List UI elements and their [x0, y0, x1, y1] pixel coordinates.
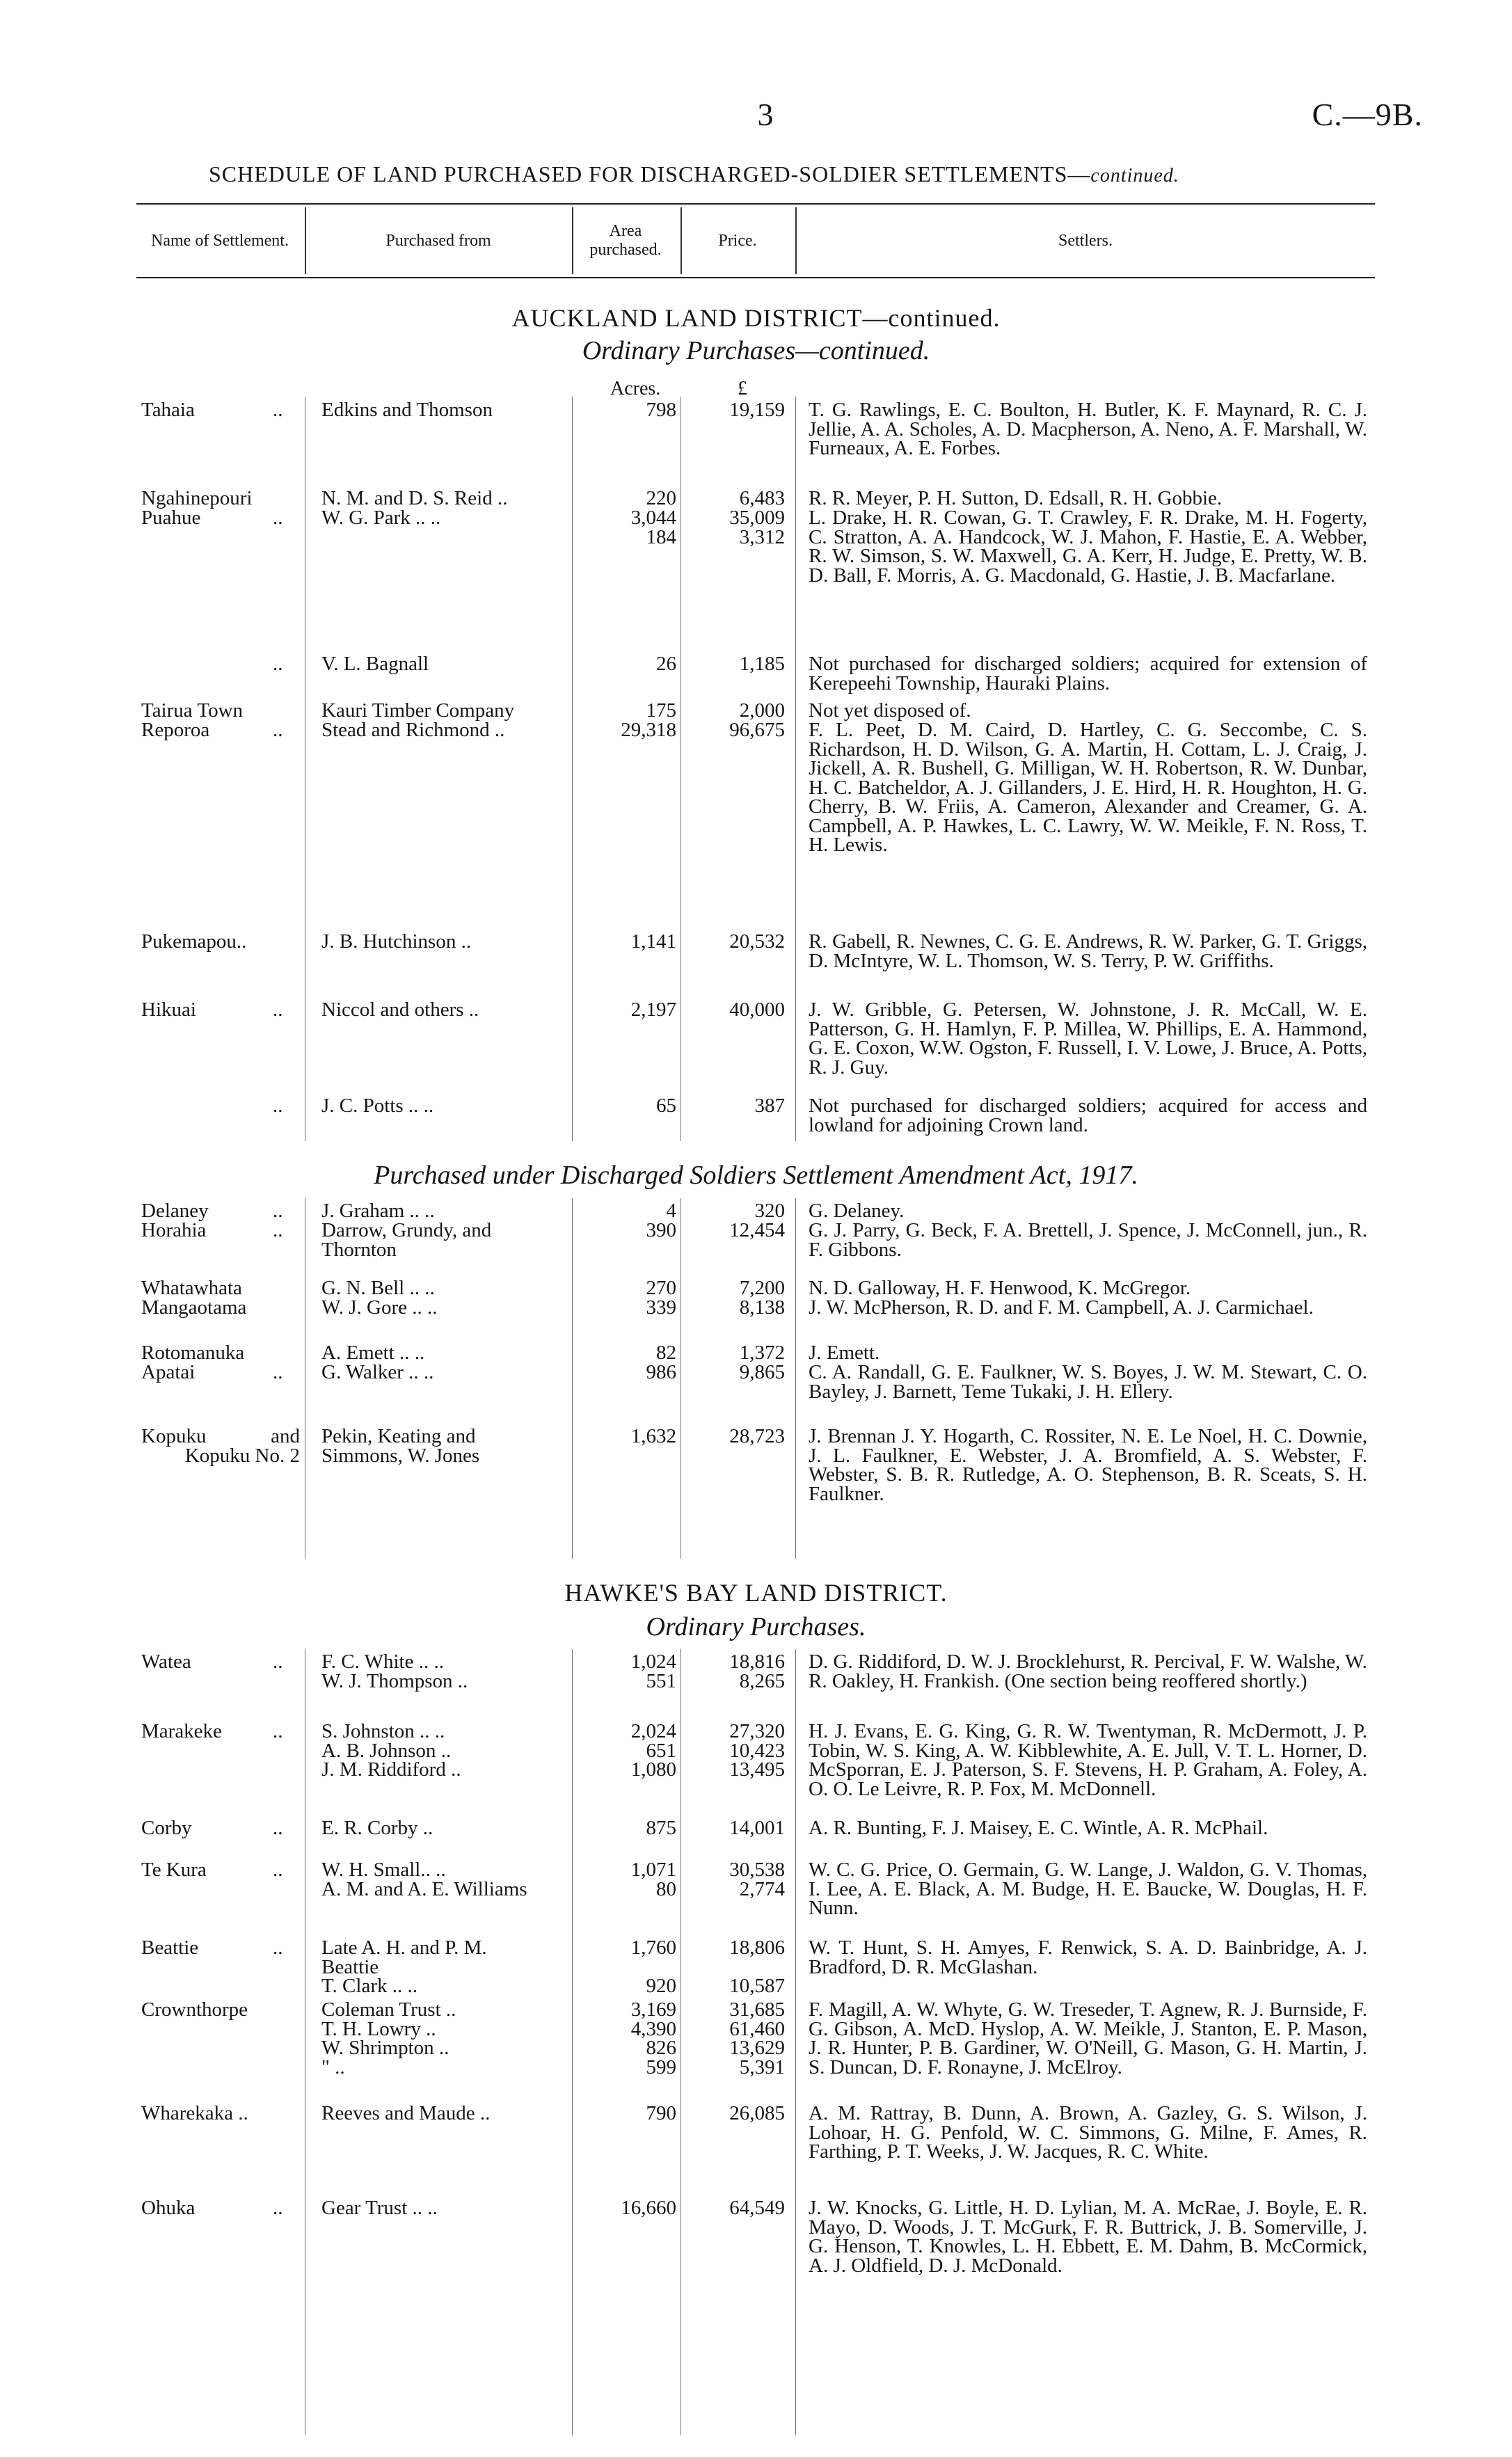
area-acres: 1,024 — [630, 1651, 676, 1673]
column-rule — [795, 397, 796, 1141]
purchased-from: F. C. White .. .. — [321, 1651, 444, 1673]
price-pounds: 1,185 — [739, 653, 785, 675]
purchased-from: J. Graham .. .. — [321, 1200, 435, 1222]
price-pounds: 18,816 — [729, 1651, 785, 1673]
area-acres: 4,390 — [630, 2017, 676, 2040]
purchased-from: Late A. H. and P. M. — [321, 1937, 487, 1959]
price-pounds: 6,483 — [739, 487, 785, 509]
settlers-list: Not purchased for discharged soldiers; acquired for extension of Kerepeehi Township, Hauraki Plains. — [809, 653, 1367, 694]
settlers-list: A. R. Bunting, F. J. Maisey, E. C. Wintle, A. R. McPhail. — [809, 1817, 1268, 1839]
purchased-from: N. M. and D. S. Reid .. — [321, 487, 508, 509]
purchased-from: Simmons, W. Jones — [321, 1444, 480, 1467]
area-acres: 826 — [646, 2037, 676, 2059]
settlers-list: T. G. Rawlings, E. C. Boulton, H. Butler, K. F. Maynard, R. C. J. Jellie, A. A. Scholes, A. D. Macpherson, A. Neno, A. F. Marshall, W. Furneaux, A. E. Forbes. — [809, 399, 1367, 459]
settlement-name: Delaney — [141, 1200, 209, 1222]
settlement-name: Marakeke — [141, 1720, 222, 1742]
settlers-list: C. A. Randall, G. E. Faulkner, W. S. Boyes, J. W. M. Stewart, C. O. Bayley, J. Barnett, Teme Tukaki, J. H. Ellery. — [809, 1361, 1367, 1403]
auckland-district-title: AUCKLAND LAND DISTRICT—continued. — [511, 304, 1001, 332]
name-leader-dots: .. — [273, 1817, 283, 1839]
units-pounds: £ — [738, 378, 747, 399]
area-acres: 82 — [656, 1342, 676, 1364]
area-acres: 1,760 — [630, 1937, 676, 1959]
price-pounds: 3,312 — [739, 525, 785, 548]
settlement-name: Beattie — [141, 1937, 199, 1959]
settlers-list: A. M. Rattray, B. Dunn, A. Brown, A. Gazley, G. S. Wilson, J. Lohoar, H. G. Penfold, W. C. Simmons, G. Milne, F. Ames, R. Farthing, P. T. Weeks, J. W. Jacques, R. C. White. — [809, 2102, 1367, 2163]
price-pounds: 8,265 — [739, 1669, 785, 1692]
name-leader-dots: .. — [273, 1859, 283, 1881]
settlers-list: N. D. Galloway, H. F. Henwood, K. McGregor. — [809, 1277, 1191, 1299]
name-leader-dots: .. — [273, 399, 283, 421]
purchased-from: E. R. Corby .. — [321, 1817, 433, 1839]
settlement-name: Tahaia — [141, 399, 195, 421]
settlement-name: Horahia — [141, 1219, 207, 1241]
area-acres: 1,071 — [630, 1859, 676, 1881]
settlement-name: Puahue — [141, 507, 201, 529]
col-header-settlers: Settlers. — [1058, 231, 1113, 250]
area-acres: 3,044 — [630, 507, 676, 529]
header-top-rule — [136, 203, 1375, 205]
col-divider — [572, 207, 573, 274]
col-divider — [305, 207, 306, 274]
auckland-ordinary-title: Ordinary Purchases—continued. — [582, 336, 930, 365]
price-pounds: 2,774 — [739, 1877, 785, 1900]
area-acres: 4 — [666, 1200, 676, 1222]
area-acres: 29,318 — [621, 719, 676, 741]
header-bottom-rule — [136, 277, 1375, 278]
settlers-list: L. Drake, H. R. Cowan, G. T. Crawley, F. R. Drake, M. H. Fogerty, C. Stratton, A. A. Handcock, W. J. Mahon, F. Hastie, E. A. Webber, R. W. Simson, S. W. Maxwell, G. A. Kerr, H. Judge, E. Pretty, W. B. D. Ball, F. Morris, A. G. Macdonald, G. Hastie, J. B. Macfarlane. — [809, 507, 1367, 587]
area-acres: 790 — [646, 2102, 676, 2124]
price-pounds: 14,001 — [729, 1817, 785, 1839]
settlers-list: F. L. Peet, D. M. Caird, D. Hartley, C. G. Seccombe, C. S. Richardson, H. D. Wilson, G. A. Martin, H. Cottam, L. J. Craig, J. Jickell, A. R. Bushell, G. Milligan, W. H. Robertson, R. W. Dunbar, H. C. Batcheldor, A. J. Gillanders, J. E. Hird, H. R. Houghton, H. G. Cherry, B. W. Friis, A. Cameron, Alexander and Creamer, G. A. Campbell, A. P. Hawkes, L. C. Lawry, W. W. Meikle, F. N. Ross, T. H. Lewis. — [809, 719, 1367, 856]
purchased-from: T. Clark .. .. — [321, 1975, 417, 1997]
settlement-name: Tairua Town — [141, 699, 244, 722]
purchased-from: Coleman Trust .. — [321, 1998, 456, 2021]
settlers-list: D. G. Riddiford, D. W. J. Brocklehurst, R. Percival, F. W. Walshe, W. R. Oakley, H. Frankish. (One section being reoffered shortly.) — [809, 1651, 1367, 1692]
area-acres: 651 — [646, 1739, 676, 1762]
price-pounds: 28,723 — [729, 1425, 785, 1447]
purchased-from: J. M. Riddiford .. — [321, 1758, 461, 1781]
settlers-list: J. Brennan J. Y. Hogarth, C. Rossiter, N. E. Le Noel, H. C. Downie, J. L. Faulkner, E. Webster, J. A. Bromfield, A. S. Webster, F. Webster, S. B. R. Rutledge, A. O. Stephenson, B. R. Sceats, S. H. Faulkner. — [809, 1425, 1367, 1505]
area-acres: 80 — [656, 1877, 676, 1900]
settlement-name: Te Kura — [141, 1859, 207, 1881]
settlers-list: Not purchased for discharged soldiers; acquired for access and lowland for adjoining Crown land. — [809, 1095, 1367, 1136]
purchased-from: A. B. Johnson .. — [321, 1739, 452, 1762]
column-rule — [795, 1649, 796, 2435]
name-leader-dots: .. — [273, 1200, 283, 1222]
settlers-list: R. Gabell, R. Newnes, C. G. E. Andrews, R. W. Parker, G. T. Griggs, D. McIntyre, W. L. Thomson, W. S. Terry, P. W. Griffiths. — [809, 930, 1367, 972]
area-acres: 1,141 — [630, 930, 676, 953]
area-acres: 390 — [646, 1219, 676, 1241]
area-acres: 2,024 — [630, 1720, 676, 1742]
area-acres: 175 — [646, 699, 676, 722]
settlers-list: J. Emett. — [809, 1342, 880, 1364]
area-acres: 1,632 — [630, 1425, 676, 1447]
col-divider — [681, 207, 682, 274]
purchased-from: W. J. Thompson .. — [321, 1669, 468, 1692]
name-leader-dots: .. — [273, 1361, 283, 1383]
column-rule — [795, 1198, 796, 1559]
price-pounds: 30,538 — [729, 1859, 785, 1881]
purchased-from: Beattie — [321, 1955, 379, 1978]
price-pounds: 5,391 — [739, 2056, 785, 2078]
schedule-title-continued: continued. — [1090, 165, 1179, 186]
price-pounds: 8,138 — [739, 1296, 785, 1319]
purchased-from: Gear Trust .. .. — [321, 2197, 438, 2219]
area-acres: 986 — [646, 1361, 676, 1383]
settlement-name: Corby — [141, 1817, 192, 1839]
col-header-area: Area purchased. — [589, 222, 662, 259]
settlers-list: F. Magill, A. W. Whyte, G. W. Treseder, T. Agnew, R. J. Burnside, F. G. Gibson, A. McD. Hyslop, A. W. Meikle, J. Stanton, E. P. Mason, J. R. Hunter, P. B. Gardiner, W. O'Neill, G. Mason, G. H. Martin, J. S. Duncan, D. F. Ronayne, J. McElroy. — [809, 1998, 1367, 2078]
purchased-from: Thornton — [321, 1238, 397, 1261]
purchased-from: Kauri Timber Company — [321, 699, 515, 722]
area-acres: 875 — [646, 1817, 676, 1839]
settlers-list: Not yet disposed of. — [809, 699, 971, 722]
purchased-from: G. N. Bell .. .. — [321, 1277, 435, 1299]
amendment-title: Purchased under Discharged Soldiers Settlement Amendment Act, 1917. — [374, 1161, 1138, 1190]
hawkes-bay-district-title: HAWKE'S BAY LAND DISTRICT. — [564, 1579, 948, 1607]
purchased-from: Reeves and Maude .. — [321, 2102, 491, 2124]
name-leader-dots: .. — [273, 1651, 283, 1673]
settlers-list: J. W. Knocks, G. Little, H. D. Lylian, M. A. McRae, J. Boyle, E. R. Mayo, D. Woods, J. T. McGurk, F. R. Buttrick, J. B. Somerville, J. G. Henson, T. Knowles, L. H. Ebbett, E. M. Dahm, B. McCormick, A. J. Oldfield, D. J. McDonald. — [809, 2197, 1367, 2277]
name-leader-dots: .. — [273, 507, 283, 529]
settlers-list: W. C. G. Price, O. Germain, G. W. Lange, J. Waldon, G. V. Thomas, I. Lee, A. E. Black, A. M. Budge, H. E. Baucke, W. Douglas, H. F. Nunn. — [809, 1859, 1367, 1919]
settlers-list: R. R. Meyer, P. H. Sutton, D. Edsall, R. H. Gobbie. — [809, 487, 1223, 509]
settlement-name: Crownthorpe — [141, 1998, 248, 2021]
settlers-list: J. W. McPherson, R. D. and F. M. Campbell, A. J. Carmichael. — [809, 1296, 1314, 1319]
area-acres: 16,660 — [621, 2197, 676, 2219]
settlement-name: Pukemapou.. — [141, 930, 247, 953]
purchased-from: Edkins and Thomson — [321, 399, 493, 421]
settlers-list: G. J. Parry, G. Beck, F. A. Brettell, J. Spence, J. McConnell, jun., R. F. Gibbons. — [809, 1219, 1367, 1261]
area-acres: 184 — [646, 525, 676, 548]
price-pounds: 2,000 — [739, 699, 785, 722]
area-acres: 551 — [646, 1669, 676, 1692]
settlement-name: Mangaotama — [141, 1296, 247, 1319]
area-acres: 220 — [646, 487, 676, 509]
price-pounds: 26,085 — [729, 2102, 785, 2124]
settlement-name: Wharekaka .. — [141, 2102, 248, 2124]
area-acres: 3,169 — [630, 1998, 676, 2021]
name-leader-dots: .. — [273, 999, 283, 1021]
settlement-name: Ohuka — [141, 2197, 196, 2219]
settlement-name: Reporoa — [141, 719, 210, 741]
settlement-name: Kopuku and Kopuku No. 2 — [141, 1425, 300, 1467]
price-pounds: 320 — [754, 1200, 785, 1222]
price-pounds: 13,495 — [729, 1758, 785, 1781]
area-acres: 270 — [646, 1277, 676, 1299]
settlement-name: Ngahinepouri — [141, 487, 253, 509]
purchased-from: W. G. Park .. .. — [321, 507, 441, 529]
settlement-name: Rotomanuka — [141, 1342, 245, 1364]
name-leader-dots: .. — [273, 719, 283, 741]
purchased-from: Stead and Richmond .. — [321, 719, 505, 741]
price-pounds: 27,320 — [729, 1720, 785, 1742]
schedule-title: SCHEDULE OF LAND PURCHASED FOR DISCHARGED-SOLDIER SETTLEMENTS—continued. — [209, 161, 1179, 186]
name-leader-dots: .. — [273, 653, 283, 675]
settlers-list: W. T. Hunt, S. H. Amyes, F. Renwick, S. A. D. Bainbridge, A. J. Bradford, D. R. McGlashan. — [809, 1937, 1367, 1978]
name-leader-dots: .. — [273, 1219, 283, 1241]
document-reference: C.—9B. — [1312, 97, 1423, 132]
purchased-from: A. M. and A. E. Williams — [321, 1877, 527, 1900]
purchased-from: A. Emett .. .. — [321, 1342, 425, 1364]
price-pounds: 31,685 — [729, 1998, 785, 2021]
area-acres: 339 — [646, 1296, 676, 1319]
purchased-from: Pekin, Keating and — [321, 1425, 476, 1447]
page-number: 3 — [757, 97, 774, 132]
col-divider — [795, 207, 797, 274]
settlement-name: Whatawhata — [141, 1277, 242, 1299]
price-pounds: 61,460 — [729, 2017, 785, 2040]
purchased-from: W. J. Gore .. .. — [321, 1296, 438, 1319]
price-pounds: 96,675 — [729, 719, 785, 741]
settlers-list: H. J. Evans, E. G. King, G. R. W. Twentyman, R. McDermott, J. P. Tobin, W. S. King, A. W. Kibblewhite, A. E. Jull, V. T. L. Horner, D. McSporran, E. J. Paterson, S. F. Stevens, H. P. Graham, A. Foley, A. O. O. Le Leivre, R. P. Fox, M. McDonnell. — [809, 1720, 1367, 1800]
purchased-from: S. Johnston .. .. — [321, 1720, 445, 1742]
purchased-from: J. B. Hutchinson .. — [321, 930, 472, 953]
price-pounds: 1,372 — [739, 1342, 785, 1364]
area-acres: 65 — [656, 1095, 676, 1117]
price-pounds: 7,200 — [739, 1277, 785, 1299]
price-pounds: 10,587 — [729, 1975, 785, 1997]
purchased-from: Darrow, Grundy, and — [321, 1219, 492, 1241]
purchased-from: T. H. Lowry .. — [321, 2017, 436, 2040]
area-acres: 798 — [646, 399, 676, 421]
purchased-from: W. Shrimpton .. — [321, 2037, 449, 2059]
settlement-name: Hikuai — [141, 999, 196, 1021]
price-pounds: 10,423 — [729, 1739, 785, 1762]
area-acres: 920 — [646, 1975, 676, 1997]
settlement-name: Watea — [141, 1651, 191, 1673]
purchased-from: V. L. Bagnall — [321, 653, 429, 675]
price-pounds: 64,549 — [729, 2197, 785, 2219]
price-pounds: 12,454 — [729, 1219, 785, 1241]
purchased-from: " .. — [321, 2056, 345, 2078]
col-header-price: Price. — [718, 231, 757, 250]
settlers-list: G. Delaney. — [809, 1200, 905, 1222]
name-leader-dots: .. — [273, 1937, 283, 1959]
area-acres: 1,080 — [630, 1758, 676, 1781]
purchased-from: Niccol and others .. — [321, 999, 479, 1021]
purchased-from: W. H. Small.. .. — [321, 1859, 446, 1881]
hawkes-bay-ordinary-title: Ordinary Purchases. — [646, 1612, 866, 1641]
col-header-purchased-from: Purchased from — [385, 231, 491, 250]
price-pounds: 35,009 — [729, 507, 785, 529]
settlers-list: J. W. Gribble, G. Petersen, W. Johnstone, J. R. McCall, W. E. Patterson, G. H. Hamlyn, F. P. Millea, W. Phillips, E. A. Hammond, G. E. Coxon, W.W. Ogston, F. Russell, I. V. Lowe, J. Bruce, A. Potts, R. J. Guy. — [809, 999, 1367, 1079]
name-leader-dots: .. — [273, 1720, 283, 1742]
settlement-name: Apatai — [141, 1361, 196, 1383]
purchased-from: G. Walker .. .. — [321, 1361, 434, 1383]
col-header-name: Name of Settlement. — [151, 231, 289, 250]
purchased-from: J. C. Potts .. .. — [321, 1095, 434, 1117]
price-pounds: 20,532 — [729, 930, 785, 953]
area-acres: 2,197 — [630, 999, 676, 1021]
price-pounds: 18,806 — [729, 1937, 785, 1959]
price-pounds: 19,159 — [729, 399, 785, 421]
price-pounds: 9,865 — [739, 1361, 785, 1383]
price-pounds: 40,000 — [729, 999, 785, 1021]
price-pounds: 13,629 — [729, 2037, 785, 2059]
area-acres: 599 — [646, 2056, 676, 2078]
price-pounds: 387 — [754, 1095, 785, 1117]
name-leader-dots: .. — [273, 2197, 283, 2219]
name-leader-dots: .. — [273, 1095, 283, 1117]
area-acres: 26 — [656, 653, 676, 675]
units-acres: Acres. — [610, 378, 661, 399]
